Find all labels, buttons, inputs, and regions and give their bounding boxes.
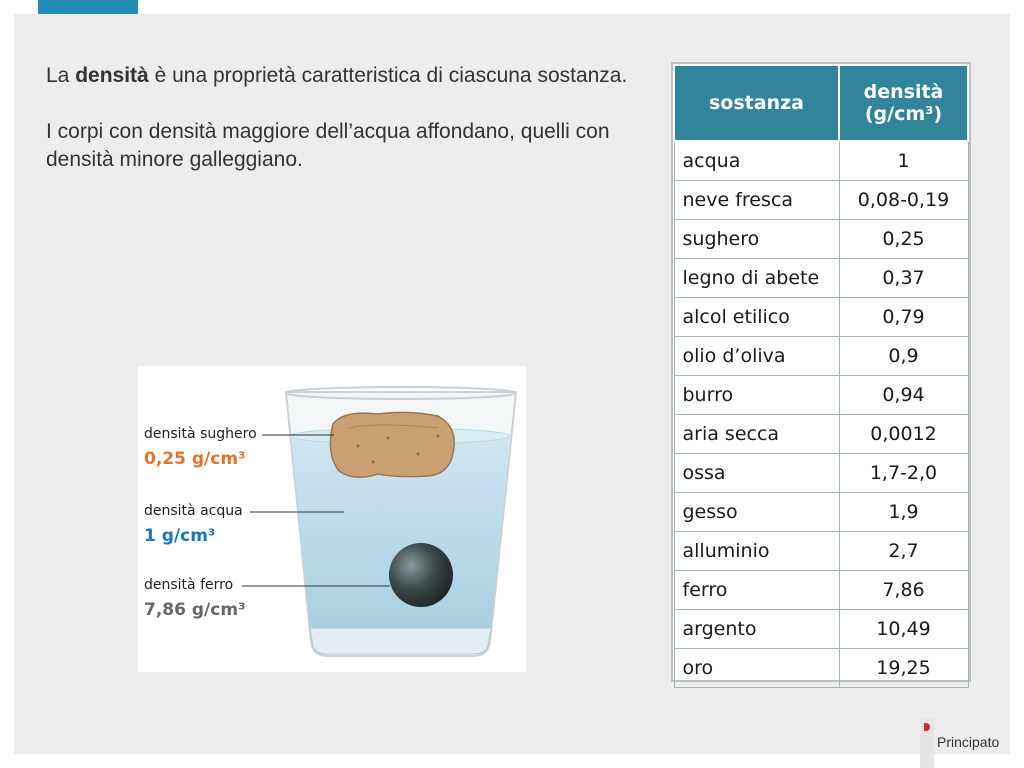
- table-row: argento 10,49: [674, 610, 968, 649]
- cork-density-value: 0,25 g/cm³: [144, 449, 246, 469]
- table-row: olio d’oliva 0,9: [674, 337, 968, 376]
- glass-illustration: [138, 366, 526, 672]
- table-row: ferro 7,86: [674, 571, 968, 610]
- water-density-label: densità acqua: [144, 503, 243, 519]
- intro-paragraph-1: La densità è una proprietà caratteristica di ciascuna sostanza.: [46, 64, 628, 87]
- table-row: ossa 1,7-2,0: [674, 454, 968, 493]
- term-density: densità: [75, 64, 149, 87]
- table-row: aria secca 0,0012: [674, 415, 968, 454]
- header-density: densità (g/cm³): [839, 65, 968, 141]
- iron-density-label: densità ferro: [144, 577, 234, 593]
- publisher-logo: [920, 718, 1020, 768]
- table-row: oro 19,25: [674, 649, 968, 688]
- accent-tab: [38, 0, 138, 15]
- table-row: burro 0,94: [674, 376, 968, 415]
- table-row: alcol etilico 0,79: [674, 298, 968, 337]
- water-density-value: 1 g/cm³: [144, 526, 216, 546]
- table-row: acqua 1: [674, 141, 968, 181]
- table-row: legno di abete 0,37: [674, 259, 968, 298]
- glass-drawing: [138, 366, 526, 672]
- header-substance: sostanza: [674, 65, 839, 141]
- iron-density-value: 7,86 g/cm³: [144, 600, 246, 620]
- cork: [330, 412, 454, 477]
- table-row: sughero 0,25: [674, 220, 968, 259]
- logo-text: Principato: [937, 734, 1000, 750]
- table-row: alluminio 2,7: [674, 532, 968, 571]
- cork-density-label: densità sughero: [144, 426, 257, 442]
- iron-ball: [389, 543, 453, 607]
- table-row: gesso 1,9: [674, 493, 968, 532]
- intro-paragraph-2: I corpi con densità maggiore dell’acqua affondano, quelli con densità minore galleggiano.: [46, 120, 610, 171]
- table-row: neve fresca 0,08-0,19: [674, 181, 968, 220]
- intro-text: [46, 62, 656, 202]
- density-table: [671, 62, 971, 682]
